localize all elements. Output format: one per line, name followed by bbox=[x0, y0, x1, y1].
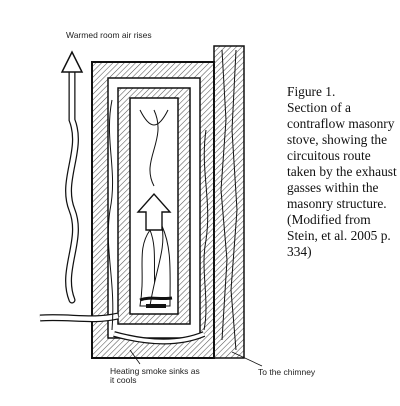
intake-air-flow bbox=[40, 316, 118, 319]
warm-air-arrow bbox=[62, 52, 82, 300]
chimney-column bbox=[214, 46, 244, 358]
leader-line-chimney bbox=[232, 352, 262, 366]
label-heating-smoke: Heating smoke sinks as it cools bbox=[110, 366, 200, 385]
figure-caption: Figure 1. Section of a contraflow masonry stove, showing the circuitous route taken by the exhaust gasses within the masonry structure. (Modified from Stein, et al. 2005 p. 334) bbox=[287, 84, 397, 259]
label-to-chimney: To the chimney bbox=[258, 367, 316, 377]
label-warm-air: Warmed room air rises bbox=[66, 30, 152, 40]
